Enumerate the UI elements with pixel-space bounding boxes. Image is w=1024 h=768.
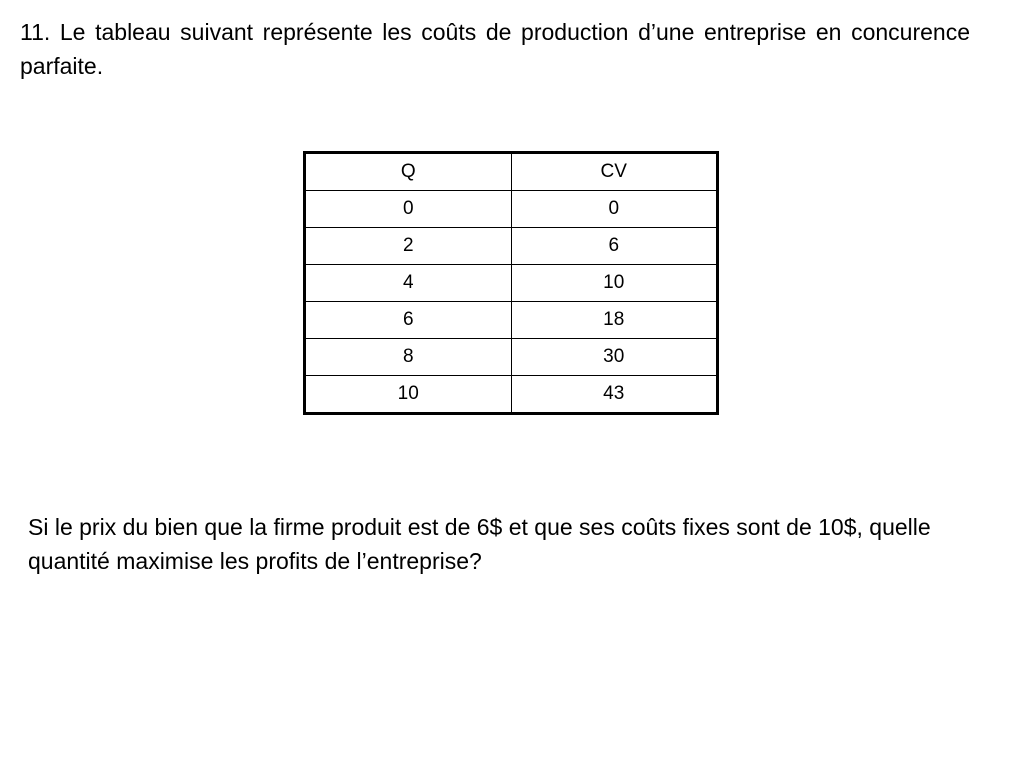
table-header-row [305, 153, 718, 191]
cell-q: 2 [305, 228, 512, 265]
table-row [305, 228, 718, 265]
cell-cv: 0 [511, 191, 718, 228]
header-cv: CV [511, 153, 718, 191]
cell-cv: 43 [511, 376, 718, 414]
cell-cv: 10 [511, 265, 718, 302]
cell-q: 0 [305, 191, 512, 228]
question-text: 11. Le tableau suivant représente les coûts de production d’une entreprise en concurence parfaite. [20, 19, 970, 79]
header-q: Q [305, 153, 512, 191]
cell-q: 8 [305, 339, 512, 376]
cell-cv: 18 [511, 302, 718, 339]
cost-table [303, 151, 719, 415]
cell-cv: 6 [511, 228, 718, 265]
table-row [305, 302, 718, 339]
table-row [305, 191, 718, 228]
cell-q: 4 [305, 265, 512, 302]
followup-question: Si le prix du bien que la firme produit est de 6$ et que ses coûts fixes sont de 10$, quelle quantité maximise les profits de l’entreprise? [28, 514, 931, 574]
table-row [305, 376, 718, 414]
cell-cv: 30 [511, 339, 718, 376]
table-row [305, 265, 718, 302]
table-row [305, 339, 718, 376]
cell-q: 6 [305, 302, 512, 339]
cell-q: 10 [305, 376, 512, 414]
